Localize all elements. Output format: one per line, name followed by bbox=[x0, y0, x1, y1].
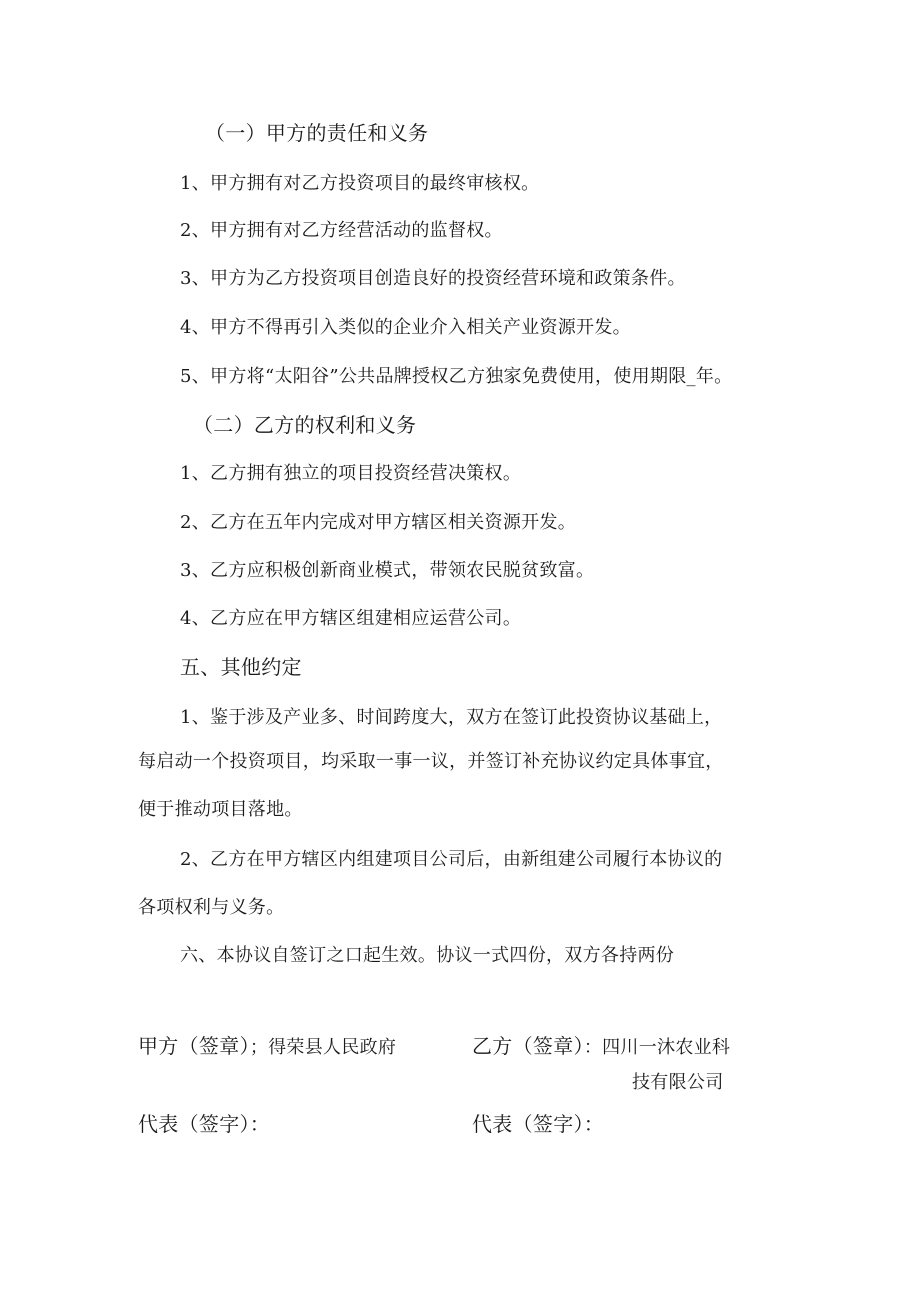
section-1-item-2: 2、甲方拥有对乙方经营活动的监督权。 bbox=[180, 220, 503, 241]
section-1-item-5: 5、甲方将“太阳谷”公共品牌授权乙方独家免费使用，使用期限_年。 bbox=[180, 366, 733, 387]
section-5-para-2-line-2: 各项权利与义务。 bbox=[138, 897, 285, 918]
section-1-heading: （一）甲方的责任和义务 bbox=[205, 121, 429, 145]
section-5-para-1-line-1: 1、鉴于涉及产业多、时间跨度大，双方在签订此投资协议基础上， bbox=[180, 707, 723, 728]
section-2-item-4: 4、乙方应在甲方辖区组建相应运营公司。 bbox=[180, 608, 522, 629]
section-1-item-4: 4、甲方不得再引入类似的企业介入相关产业资源开发。 bbox=[180, 317, 631, 338]
party-b-label: 乙方（签章） bbox=[472, 1034, 584, 1058]
party-a-signature-row bbox=[138, 1034, 396, 1060]
party-a-separator: ； bbox=[249, 1037, 269, 1058]
section-5-para-1-line-2: 每启动一个投资项目，均采取一事一议，并签订补充协议约定具体事宜， bbox=[138, 751, 724, 772]
party-a-representative-label: 代表（签字）： bbox=[138, 1112, 271, 1136]
section-2-item-3: 3、乙方应积极创新商业模式，带领农民脱贫致富。 bbox=[180, 560, 595, 581]
party-a-name: 得荣县人民政府 bbox=[268, 1037, 397, 1058]
section-2-item-2: 2、乙方在五年内完成对甲方辖区相关资源开发。 bbox=[180, 512, 577, 533]
section-2-heading: （二）乙方的权利和义务 bbox=[193, 413, 417, 437]
section-1-item-3: 3、甲方为乙方投资项目创造良好的投资经营环境和政策条件。 bbox=[180, 268, 686, 289]
party-a-label: 甲方（签章） bbox=[138, 1034, 250, 1058]
party-b-name-line-2: 技有限公司 bbox=[632, 1072, 724, 1093]
section-2-item-1: 1、乙方拥有独立的项目投资经营决策权。 bbox=[180, 463, 522, 484]
section-5-para-1-line-3: 便于推动项目落地。 bbox=[138, 799, 303, 820]
party-b-name-line-1: 四川一沐农业科 bbox=[602, 1037, 731, 1058]
party-b-representative-label: 代表（签字）： bbox=[472, 1112, 605, 1136]
party-b-signature-row bbox=[472, 1034, 730, 1060]
party-b-separator: ： bbox=[583, 1037, 603, 1058]
section-5-para-2-line-1: 2、乙方在甲方辖区内组建项目公司后，由新组建公司履行本协议的 bbox=[180, 849, 723, 870]
section-6-text: 六、本协议自签订之口起生效。协议一式四份，双方各持两份 bbox=[180, 945, 675, 966]
section-1-item-1: 1、甲方拥有对乙方投资项目的最终审核权。 bbox=[180, 173, 540, 194]
section-5-heading: 五、其他约定 bbox=[180, 655, 302, 679]
